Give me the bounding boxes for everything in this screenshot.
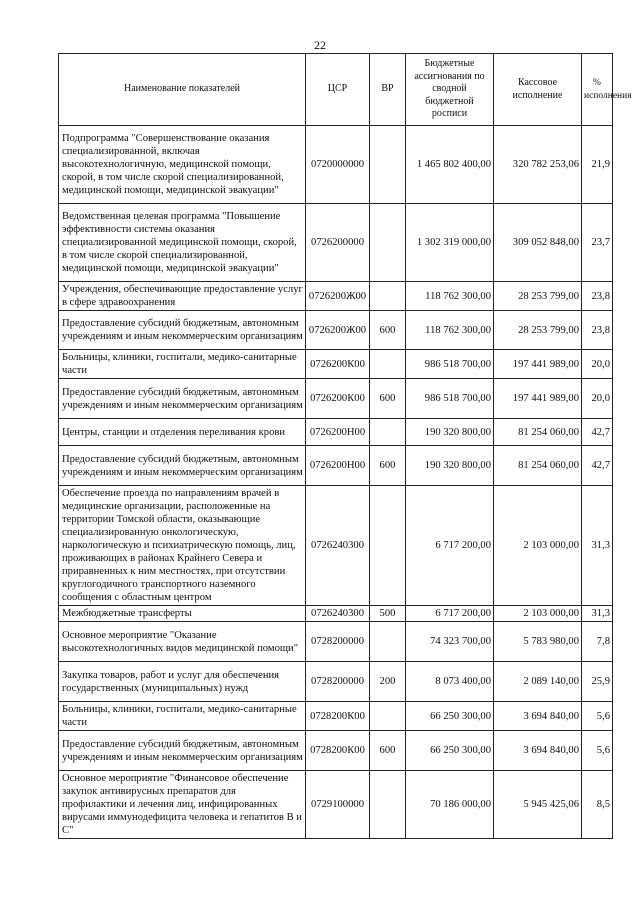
cell-budget: 190 320 800,00 xyxy=(406,419,494,446)
cell-csr: 0726200Ж00 xyxy=(306,311,370,350)
cell-cash: 197 441 989,00 xyxy=(494,350,582,379)
cell-pct: 8,5 xyxy=(582,771,613,839)
cell-vr: 200 xyxy=(370,662,406,702)
cell-vr: 500 xyxy=(370,606,406,622)
cell-pct: 5,6 xyxy=(582,731,613,771)
cell-budget: 66 250 300,00 xyxy=(406,702,494,731)
cell-cash: 81 254 060,00 xyxy=(494,419,582,446)
cell-pct: 7,8 xyxy=(582,622,613,662)
table-row xyxy=(59,662,613,702)
cell-pct: 31,3 xyxy=(582,486,613,606)
cell-pct: 42,7 xyxy=(582,446,613,486)
cell-name: Больницы, клиники, госпитали, медико-санитарные части xyxy=(59,350,306,379)
header-pct: % исполнения xyxy=(582,54,613,126)
cell-budget: 74 323 700,00 xyxy=(406,622,494,662)
table-row xyxy=(59,486,613,606)
cell-cash: 197 441 989,00 xyxy=(494,379,582,419)
cell-vr: 600 xyxy=(370,446,406,486)
cell-budget: 70 186 000,00 xyxy=(406,771,494,839)
table-row xyxy=(59,282,613,311)
cell-csr: 0726240300 xyxy=(306,606,370,622)
cell-cash: 2 103 000,00 xyxy=(494,486,582,606)
cell-pct: 23,8 xyxy=(582,311,613,350)
cell-csr: 0726200Н00 xyxy=(306,446,370,486)
cell-pct: 20,0 xyxy=(582,350,613,379)
cell-budget: 6 717 200,00 xyxy=(406,606,494,622)
cell-budget: 190 320 800,00 xyxy=(406,446,494,486)
cell-cash: 3 694 840,00 xyxy=(494,731,582,771)
cell-vr: 600 xyxy=(370,379,406,419)
cell-csr: 0720000000 xyxy=(306,126,370,204)
cell-vr xyxy=(370,350,406,379)
cell-cash: 320 782 253,06 xyxy=(494,126,582,204)
table-row xyxy=(59,311,613,350)
cell-pct: 21,9 xyxy=(582,126,613,204)
cell-name: Предоставление субсидий бюджетным, автономным учреждениям и иным некоммерческим организациям xyxy=(59,311,306,350)
page-number: 22 xyxy=(314,38,326,52)
cell-csr: 0728200К00 xyxy=(306,731,370,771)
cell-pct: 20,0 xyxy=(582,379,613,419)
cell-name: Учреждения, обеспечивающие предоставление услуг в сфере здравоохранения xyxy=(59,282,306,311)
cell-budget: 1 465 802 400,00 xyxy=(406,126,494,204)
cell-budget: 986 518 700,00 xyxy=(406,350,494,379)
cell-csr: 0728200К00 xyxy=(306,702,370,731)
cell-cash: 3 694 840,00 xyxy=(494,702,582,731)
cell-budget: 118 762 300,00 xyxy=(406,311,494,350)
cell-csr: 0726200000 xyxy=(306,204,370,282)
cell-vr xyxy=(370,486,406,606)
cell-csr: 0726200К00 xyxy=(306,379,370,419)
cell-budget: 66 250 300,00 xyxy=(406,731,494,771)
cell-budget: 6 717 200,00 xyxy=(406,486,494,606)
cell-csr: 0728200000 xyxy=(306,622,370,662)
table-row xyxy=(59,204,613,282)
budget-execution-table xyxy=(58,53,632,839)
header-csr: ЦСР xyxy=(306,54,370,126)
cell-name: Центры, станции и отделения переливания крови xyxy=(59,419,306,446)
table-row xyxy=(59,379,613,419)
cell-csr: 0726240300 xyxy=(306,486,370,606)
cell-pct: 23,7 xyxy=(582,204,613,282)
cell-csr: 0729100000 xyxy=(306,771,370,839)
cell-name: Закупка товаров, работ и услуг для обеспечения государственных (муниципальных) нужд xyxy=(59,662,306,702)
cell-pct: 42,7 xyxy=(582,419,613,446)
table-body xyxy=(59,126,613,839)
cell-cash: 309 052 848,00 xyxy=(494,204,582,282)
table-row xyxy=(59,350,613,379)
cell-budget: 8 073 400,00 xyxy=(406,662,494,702)
cell-vr xyxy=(370,622,406,662)
cell-name: Предоставление субсидий бюджетным, автономным учреждениям и иным некоммерческим организациям xyxy=(59,731,306,771)
table-row xyxy=(59,126,613,204)
cell-vr xyxy=(370,282,406,311)
cell-vr xyxy=(370,419,406,446)
table-row xyxy=(59,731,613,771)
cell-csr: 0726200К00 xyxy=(306,350,370,379)
cell-name: Основное мероприятие "Оказание высокотехнологичных видов медицинской помощи" xyxy=(59,622,306,662)
header-cash: Кассовое исполнение xyxy=(494,54,582,126)
cell-name: Предоставление субсидий бюджетным, автономным учреждениям и иным некоммерческим организациям xyxy=(59,446,306,486)
cell-name: Основное мероприятие "Финансовое обеспечение закупок антивирусных препаратов для профилактики и лечения лиц, инфицированных вирусами иммунодефицита человека и гепатитов В и С" xyxy=(59,771,306,839)
cell-csr: 0728200000 xyxy=(306,662,370,702)
cell-cash: 2 089 140,00 xyxy=(494,662,582,702)
cell-name: Ведомственная целевая программа "Повышение эффективности системы оказания специализированной медицинской помощи, скорой, в том числе скорой специализированной, медицинской помощи, медицинской эвакуации" xyxy=(59,204,306,282)
cell-cash: 2 103 000,00 xyxy=(494,606,582,622)
cell-vr xyxy=(370,126,406,204)
cell-name: Подпрограмма "Совершенствование оказания специализированной, включая высокотехнологичную, медицинской помощи, скорой, в том числе скорой специализированной, медицинской помощи, медицинской эвакуации" xyxy=(59,126,306,204)
cell-cash: 81 254 060,00 xyxy=(494,446,582,486)
cell-pct: 23,8 xyxy=(582,282,613,311)
cell-pct: 25,9 xyxy=(582,662,613,702)
cell-name: Больницы, клиники, госпитали, медико-санитарные части xyxy=(59,702,306,731)
cell-budget: 986 518 700,00 xyxy=(406,379,494,419)
cell-cash: 28 253 799,00 xyxy=(494,282,582,311)
cell-cash: 5 783 980,00 xyxy=(494,622,582,662)
header-name: Наименование показателей xyxy=(59,54,306,126)
cell-name: Межбюджетные трансферты xyxy=(59,606,306,622)
cell-name: Предоставление субсидий бюджетным, автономным учреждениям и иным некоммерческим организациям xyxy=(59,379,306,419)
cell-name: Обеспечение проезда по направлениям врачей в медицинские организации, расположенные на территории Томской области, оказывающие специализированную онкологическую, наркологическую и психиатрическую помощь, лиц, проживающих в районах Крайнего Севера и приравненных к ним местностях, при отсутствии круглогодичного транспортного наземного сообщения с областным центром xyxy=(59,486,306,606)
cell-vr xyxy=(370,771,406,839)
table-header-row xyxy=(59,54,613,126)
header-vr: ВР xyxy=(370,54,406,126)
table-row xyxy=(59,419,613,446)
cell-cash: 28 253 799,00 xyxy=(494,311,582,350)
cell-vr: 600 xyxy=(370,731,406,771)
cell-vr xyxy=(370,702,406,731)
cell-budget: 118 762 300,00 xyxy=(406,282,494,311)
table-row xyxy=(59,606,613,622)
table-row xyxy=(59,771,613,839)
cell-csr: 0726200Ж00 xyxy=(306,282,370,311)
cell-budget: 1 302 319 000,00 xyxy=(406,204,494,282)
cell-vr: 600 xyxy=(370,311,406,350)
cell-pct: 31,3 xyxy=(582,606,613,622)
cell-csr: 0726200Н00 xyxy=(306,419,370,446)
header-budget: Бюджетные ассигнования по сводной бюджетной росписи xyxy=(406,54,494,126)
table-row xyxy=(59,446,613,486)
cell-cash: 5 945 425,06 xyxy=(494,771,582,839)
cell-vr xyxy=(370,204,406,282)
table-row xyxy=(59,622,613,662)
table-row xyxy=(59,702,613,731)
cell-pct: 5,6 xyxy=(582,702,613,731)
